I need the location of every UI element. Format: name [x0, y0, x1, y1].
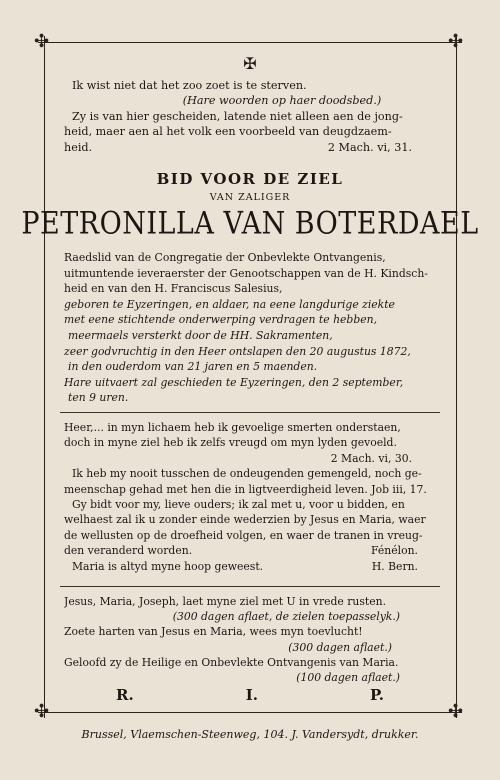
fleuron-icon: ✣: [448, 31, 464, 52]
rip-letter: P.: [369, 686, 384, 704]
bio-line: Raedslid van de Congregatie der Onbevlekte Ontvangenis,: [64, 251, 386, 264]
rip-letter: R.: [116, 686, 134, 704]
motto-line: Ik wist niet dat het zoo zoet is te sterven.: [72, 79, 307, 92]
prayer-line: Geloofd zy de Heilige en Onbevlekte Ontvangenis van Maria.: [64, 655, 399, 669]
bio-line: in den ouderdom van 21 jaren en 5 maenden.: [68, 360, 318, 374]
quote-line: meenschap gehad met hen die in ligtveerdigheid leven. Job iii, 17.: [64, 482, 427, 496]
indulgences: [64, 594, 440, 685]
quote-author: Fénélon.: [371, 544, 418, 558]
scripture-reference: 2 Mach. vi, 31.: [327, 140, 412, 154]
indulgence-note: (100 dagen aflaet.): [296, 671, 400, 685]
frame-left: [44, 36, 45, 718]
indulgence-note: (300 dagen aflaet, de zielen toepasselyk.): [172, 610, 400, 624]
quote-line: welhaest zal ik u zonder einde wederzien by Jesus en Maria, waer: [64, 513, 426, 527]
rip-letter: I.: [245, 686, 258, 704]
bio-line: met eene stichtende onderwerping verdragen te hebben,: [64, 313, 378, 327]
bio-line: heid en van den H. Franciscus Salesius,: [64, 282, 283, 296]
deceased-name: PETRONILLA VAN BOTERDAEL: [21, 205, 479, 242]
motto-line: [64, 140, 440, 155]
printer-imprint: Brussel, Vlaemschen-Steenweg, 104. J. Vandersydt, drukker.: [81, 728, 419, 741]
quote-line: de wellusten op de droefheid volgen, en waer de tranen in vreug-: [64, 528, 423, 542]
quote-text: den veranderd worden.: [64, 544, 193, 558]
subheading: VAN ZALIGER: [209, 192, 291, 203]
bio-line: Hare uitvaert zal geschieden te Eyzeringen, den 2 september,: [64, 375, 404, 389]
quote-line: [64, 543, 440, 558]
fleuron-icon: ✣: [34, 701, 50, 722]
divider: [60, 586, 440, 587]
frame-top: [38, 42, 462, 43]
rip: [60, 686, 440, 704]
frame-bottom: [38, 712, 462, 713]
bio-line: uitmuntende ieveraerster der Genootschappen van de H. Kindsch-: [64, 266, 428, 280]
scripture-reference: 2 Mach. vi, 30.: [330, 451, 412, 465]
bio-line: ten 9 uren.: [68, 391, 129, 405]
quote-line: Heer,... in myn lichaem heb ik gevoelige smerten onderstaen,: [64, 421, 401, 434]
quote-author: H. Bern.: [371, 559, 418, 573]
cross-icon: ✠: [243, 54, 257, 73]
biography: [64, 250, 440, 406]
bio-line: meermaels versterkt door de HH. Sakramenten,: [68, 328, 333, 342]
quote-line: doch in myne ziel heb ik zelfs vreugd om myn lyden gevoeld.: [64, 436, 397, 450]
fleuron-icon: ✣: [34, 31, 50, 52]
motto-line: Zy is van hier gescheiden, latende niet alleen aen de jong-: [72, 109, 403, 123]
quote-line: Gy bidt voor my, lieve ouders; ik zal met u, voor u bidden, en: [72, 498, 405, 512]
prayer-line: Zoete harten van Jesus en Maria, wees myn toevlucht!: [64, 625, 363, 639]
divider: [60, 412, 440, 413]
quote-line: [64, 559, 440, 574]
quote-line: Ik heb my nooit tusschen de ondeugenden gemengeld, noch ge-: [72, 467, 422, 481]
motto-attribution: (Hare woorden op haer doodsbed.): [182, 94, 382, 108]
frame-right: [456, 36, 457, 718]
motto-word: heid.: [64, 140, 93, 154]
heading: BID VOOR DE ZIEL: [156, 170, 344, 188]
prayer-line: Jesus, Maria, Joseph, laet myne ziel met U in vrede rusten.: [64, 595, 387, 608]
indulgence-note: (300 dagen aflaet.): [288, 640, 392, 654]
bio-line: zeer godvruchtig in den Heer ontslapen den 20 augustus 1872,: [64, 344, 411, 358]
motto-line: heid, maer aen al het volk een voorbeeld van deugdzaem-: [64, 125, 392, 139]
fleuron-icon: ✣: [448, 701, 464, 722]
quote-text: Maria is altyd myne hoop geweest.: [72, 559, 264, 573]
quotations: [64, 420, 440, 574]
bio-line: geboren te Eyzeringen, en aldaer, na eene langdurige ziekte: [64, 297, 395, 311]
motto: [64, 78, 440, 155]
